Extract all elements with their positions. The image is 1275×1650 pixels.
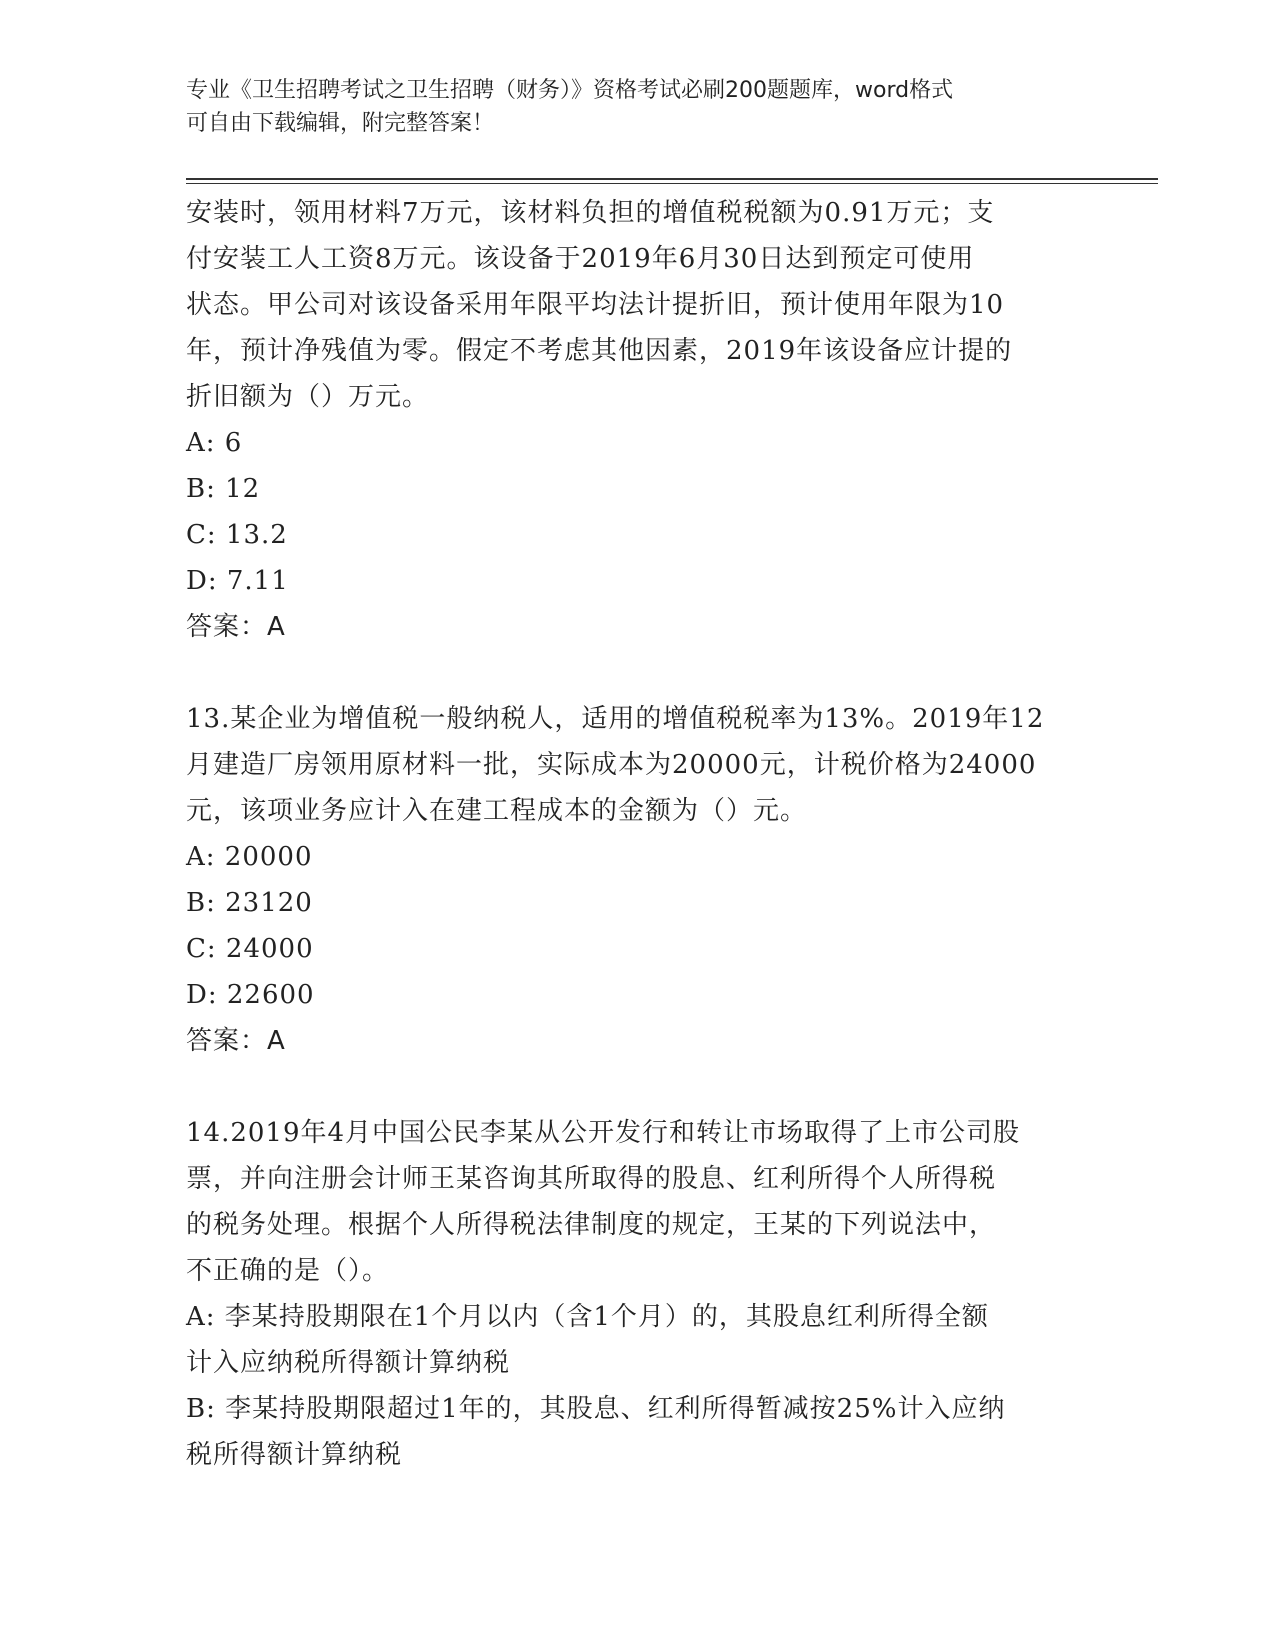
option-b: B: 李某持股期限超过1年的，其股息、红利所得暂减按25%计入应纳 — [186, 1394, 1006, 1424]
spacer — [186, 650, 1086, 696]
question-stem-line: 不正确的是（）。 — [186, 1256, 390, 1286]
option-c: C: 24000 — [186, 934, 314, 964]
question-stem-line: 票，并向注册会计师王某咨询其所取得的股息、红利所得个人所得税 — [186, 1164, 997, 1194]
option-a: A: 李某持股期限在1个月以内（含1个月）的，其股息红利所得全额 — [186, 1302, 989, 1332]
spacer — [186, 1064, 1086, 1110]
answer-line: 答案：A — [186, 1026, 286, 1056]
document-body — [186, 190, 1086, 1478]
question-stem-line: 13.某企业为增值税一般纳税人，适用的增值税税率为13%。2019年12 — [186, 704, 1045, 734]
header-divider — [186, 178, 1158, 184]
answer-line: 答案：A — [186, 612, 286, 642]
option-d: D: 7.11 — [186, 566, 289, 596]
header-title-line-2: 可自由下载编辑，附完整答案！ — [186, 111, 495, 136]
document-header — [186, 74, 1066, 140]
option-d: D: 22600 — [186, 980, 315, 1010]
option-b: B: 12 — [186, 474, 261, 504]
question-stem-line: 月建造厂房领用原材料一批，实际成本为20000元，计税价格为24000 — [186, 750, 1037, 780]
question-stem-line: 元，该项业务应计入在建工程成本的金额为（）元。 — [186, 796, 808, 826]
question-12 — [186, 190, 1086, 650]
header-title-line-1: 专业《卫生招聘考试之卫生招聘（财务）》资格考试必刷200题题库，word格式 — [186, 78, 954, 103]
question-stem-line: 的税务处理。根据个人所得税法律制度的规定，王某的下列说法中， — [186, 1210, 997, 1240]
option-a: A: 20000 — [186, 842, 313, 872]
question-13 — [186, 696, 1086, 1064]
option-b-continued: 税所得额计算纳税 — [186, 1440, 403, 1470]
question-14 — [186, 1110, 1086, 1478]
option-a-continued: 计入应纳税所得额计算纳税 — [186, 1348, 511, 1378]
question-stem-line: 付安装工人工资8万元。该设备于2019年6月30日达到预定可使用 — [186, 244, 975, 274]
option-c: C: 13.2 — [186, 520, 288, 550]
question-stem-line: 14.2019年4月中国公民李某从公开发行和转让市场取得了上市公司股 — [186, 1118, 1021, 1148]
question-stem-line: 状态。甲公司对该设备采用年限平均法计提折旧，预计使用年限为10 — [186, 290, 1005, 320]
question-stem-line: 折旧额为（）万元。 — [186, 382, 430, 412]
option-b: B: 23120 — [186, 888, 313, 918]
question-stem-line: 年，预计净残值为零。假定不考虑其他因素，2019年该设备应计提的 — [186, 336, 1013, 366]
option-a: A: 6 — [186, 428, 243, 458]
question-stem-line: 安装时，领用材料7万元，该材料负担的增值税税额为0.91万元；支 — [186, 198, 995, 228]
